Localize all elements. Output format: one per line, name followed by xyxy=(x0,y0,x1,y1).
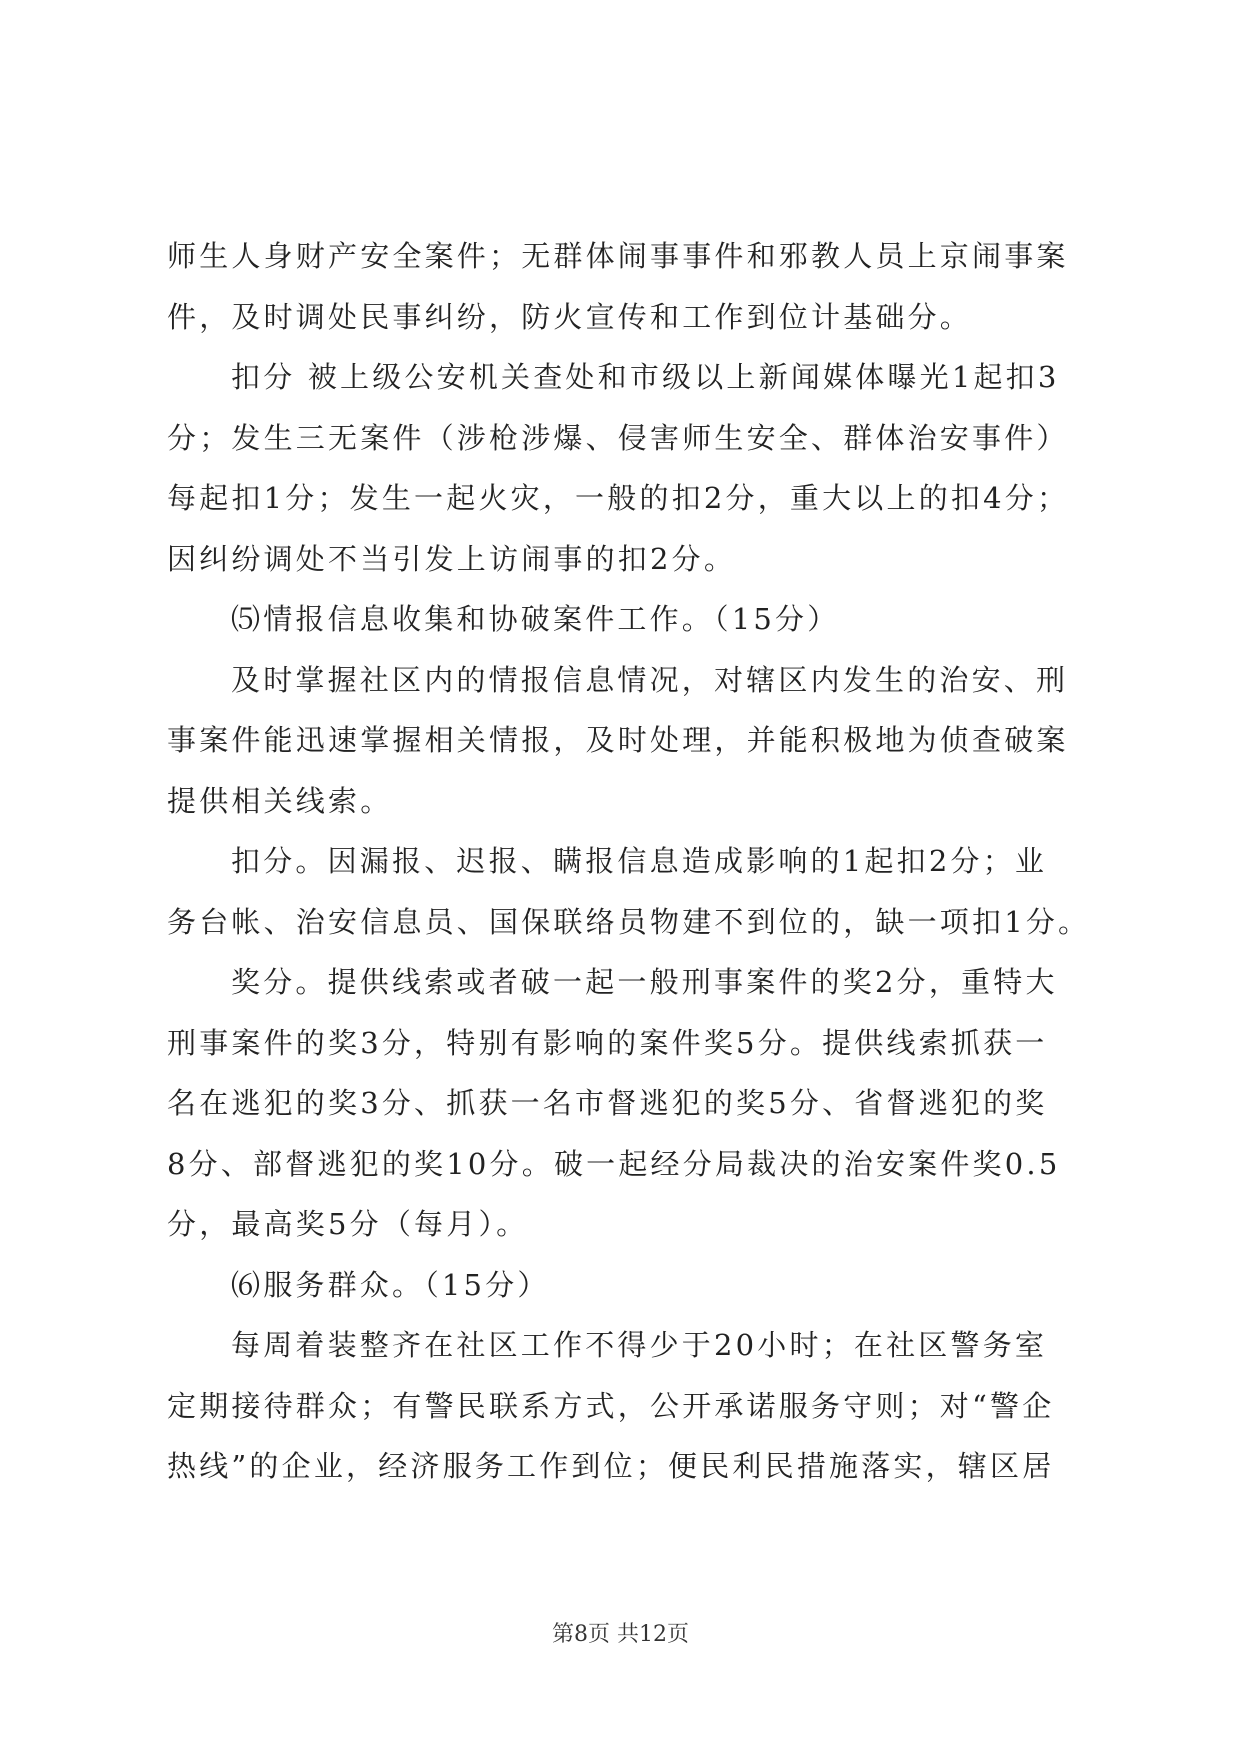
document-line: 名在逃犯的奖3分、抓获一名市督逃犯的奖5分、省督逃犯的奖 xyxy=(167,1086,1048,1120)
document-line: 分；发生三无案件（涉枪涉爆、侵害师生安全、群体治安事件） xyxy=(167,420,1069,455)
document-line: 事案件能迅速掌握相关情报，及时处理，并能积极地为侦查破案 xyxy=(167,723,1069,757)
document-line: 件，及时调处民事纠纷，防火宣传和工作到位计基础分。 xyxy=(167,299,973,334)
document-line: 刑事案件的奖3分，特别有影响的案件奖5分。提供线索抓获一 xyxy=(167,1025,1048,1060)
document-line: 扣分。因漏报、迟报、瞒报信息造成影响的1起扣2分；业 xyxy=(231,844,1048,878)
document-line: 分，最高奖5分（每月）。 xyxy=(167,1207,529,1241)
document-line: 每周着装整齐在社区工作不得少于20小时；在社区警务室 xyxy=(231,1328,1048,1362)
document-line: 热线”的企业，经济服务工作到位；便民利民措施落实，辖区居 xyxy=(167,1449,1055,1483)
document-line: 因纠纷调处不当引发上访闹事的扣2分。 xyxy=(167,541,737,576)
document-body xyxy=(167,226,1089,1497)
document-line: 每起扣1分；发生一起火灾，一般的扣2分，重大以上的扣4分； xyxy=(167,481,1070,515)
document-line: 及时掌握社区内的情报信息情况，对辖区内发生的治安、刑 xyxy=(231,662,1069,697)
document-line: 务台帐、治安信息员、国保联络员物建不到位的，缺一项扣1分。 xyxy=(167,904,1091,939)
document-line: 提供相关线索。 xyxy=(167,783,393,818)
page-number-footer: 第8页 共12页 xyxy=(552,1622,689,1647)
document-line: 奖分。提供线索或者破一起一般刑事案件的奖2分，重特大 xyxy=(231,965,1058,999)
document-line: 扣分 被上级公安机关查处和市级以上新闻媒体曝光1起扣3 xyxy=(231,360,1060,394)
document-line: ⑸情报信息收集和协破案件工作。（15分） xyxy=(231,602,840,636)
document-line: 8分、部督逃犯的奖10分。破一起经分局裁决的治安案件奖0.5 xyxy=(167,1146,1061,1181)
document-line: ⑹服务群众。（15分） xyxy=(231,1267,550,1302)
document-line: 师生人身财产安全案件；无群体闹事事件和邪教人员上京闹事案 xyxy=(167,239,1069,273)
document-line: 定期接待群众；有警民联系方式，公开承诺服务守则；对“警企 xyxy=(167,1388,1055,1423)
